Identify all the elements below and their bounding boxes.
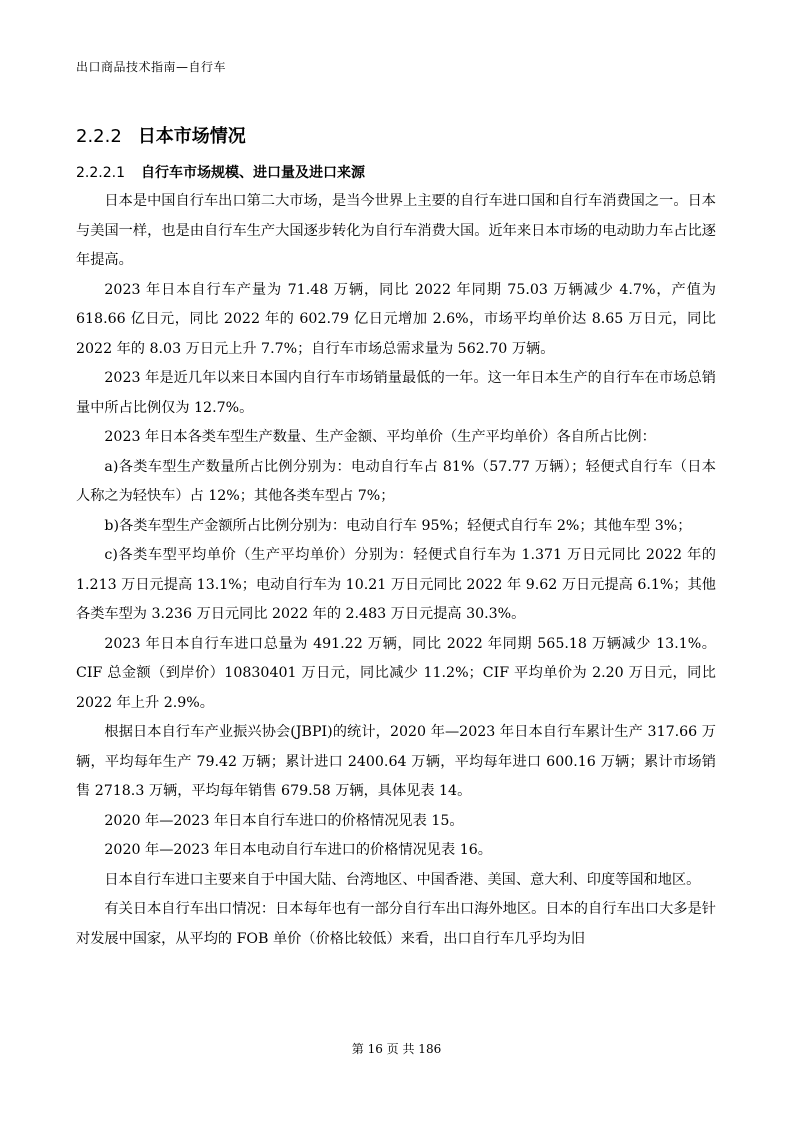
subsection-heading [76, 162, 365, 182]
section-heading [76, 122, 246, 148]
paragraph: 2023 年日本自行车产量为 71.48 万辆，同比 2022 年同期 75.03 万辆减少 4.7%，产值为 618.66 亿日元，同比 2022 年的 602.79 亿日元增加 2.6%，市场平均单价达 8.65 万日元，同比 2022 年的 8.03 万日元上升 7.7%；自行车市场总需求量为 562.70 万辆。 [76, 281, 716, 357]
paragraph: 有关日本自行车出口情况：日本每年也有一部分自行车出口海外地区。日本的自行车出口大多是针对发展中国家，从平均的 FOB 单价（价格比较低）来看，出口自行车几乎均为旧 [76, 901, 716, 947]
paragraph: b)各类车型生产金额所占比例分别为：电动自行车 95%；轻便式自行车 2%；其他车型 3%； [104, 517, 692, 534]
subsection-title: 自行车市场规模、进口量及进口来源 [140, 165, 365, 181]
paragraph: 日本是中国自行车出口第二大市场，是当今世界上主要的自行车进口国和自行车消费国之一。日本与美国一样，也是由自行车生产大国逐步转化为自行车消费大国。近年来日本市场的电动助力车占比逐年提高。 [76, 193, 716, 268]
section-number: 2.2.2 [76, 126, 122, 147]
paragraph: 日本自行车进口主要来自于中国大陆、台湾地区、中国香港、美国、意大利、印度等国和地区。 [104, 871, 701, 888]
paragraph: 根据日本自行车产业振兴协会(JBPI)的统计，2020 年—2023 年日本自行车累计生产 317.66 万辆，平均每年生产 79.42 万辆；累计进口 2400.64 万辆，平均每年进口 600.16 万辆；累计市场销售 2718.3 万辆，平均每年销售 679.58 万辆，具体见表 14。 [76, 724, 716, 799]
paragraph: 2020 年—2023 年日本自行车进口的价格情况见表 15。 [104, 812, 464, 829]
paragraph: 2023 年日本各类车型生产数量、生产金额、平均单价（生产平均单价）各自所占比例： [104, 429, 656, 445]
body-text [76, 187, 716, 954]
page-footer: 第 16 页 共 186 [351, 1042, 442, 1056]
paragraph: c)各类车型平均单价（生产平均单价）分别为：轻便式自行车为 1.371 万日元同比 2022 年的 1.213 万日元提高 13.1%；电动自行车为 10.21 万日元同比 2022 年 9.62 万日元提高 6.1%；其他各类车型为 3.236 万日元同比 2022 年的 2.483 万日元提高 30.3%。 [76, 547, 716, 622]
paragraph: 2023 年是近几年以来日本国内自行车市场销量最低的一年。这一年日本生产的自行车在市场总销量中所占比例仅为 12.7%。 [76, 370, 716, 416]
subsection-number: 2.2.2.1 [76, 165, 125, 181]
paragraph: 2023 年日本自行车进口总量为 491.22 万辆，同比 2022 年同期 565.18 万辆减少 13.1%。CIF 总金额（到岸价）10830401 万日元，同比减少 11.2%；CIF 平均单价为 2.20 万日元，同比 2022 年上升 2.9%。 [76, 635, 716, 711]
paragraph: a)各类车型生产数量所占比例分别为：电动自行车占 81%（57.77 万辆）；轻便式自行车（日本人称之为轻快车）占 12%；其他各类车型占 7%； [76, 458, 716, 504]
paragraph: 2020 年—2023 年日本电动自行车进口的价格情况见表 16。 [104, 842, 492, 858]
running-header: 出口商品技术指南—自行车 [76, 60, 227, 74]
section-title: 日本市场情况 [137, 126, 246, 147]
